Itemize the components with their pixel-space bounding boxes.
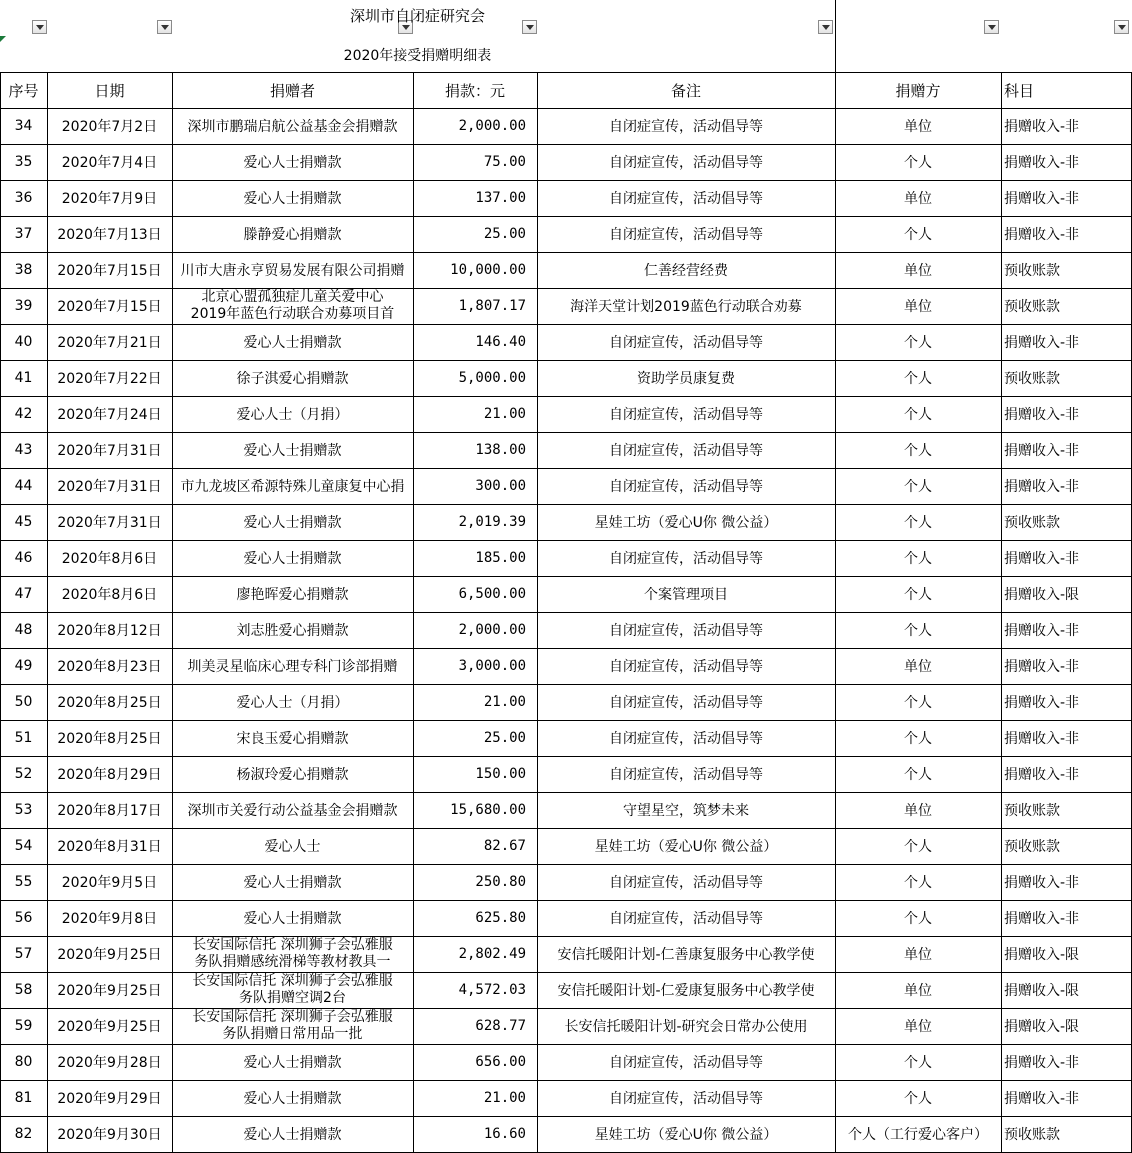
cell-donor: 深圳市关爱行动公益基金会捐赠款 xyxy=(187,803,398,819)
cell-date: 2020年7月4日 xyxy=(61,155,158,171)
cell-date: 2020年8月23日 xyxy=(57,659,162,675)
cell-donor xyxy=(172,1008,413,1044)
cell-date: 2020年7月21日 xyxy=(57,335,162,351)
cell-note: 资助学员康复费 xyxy=(637,371,735,387)
cell-no: 44 xyxy=(14,478,33,494)
cell-amount: 1,807.17 xyxy=(458,298,526,314)
cell-no: 59 xyxy=(14,1018,33,1034)
cell-party: 个人 xyxy=(904,875,932,891)
cell-donor: 爱心人士捐赠款 xyxy=(243,515,342,531)
cell-note: 安信托暖阳计划-仁善康复服务中心教学使 xyxy=(557,947,815,963)
cell-amount: 2,802.49 xyxy=(458,946,526,962)
column-header-donor: 捐赠者 xyxy=(269,81,315,100)
cell-no: 58 xyxy=(14,982,33,998)
cell-amount: 21.00 xyxy=(483,1090,526,1106)
cell-date: 2020年7月9日 xyxy=(61,191,158,207)
cell-donor: 爱心人士捐赠款 xyxy=(243,1127,342,1143)
cell-party: 个人（工行爱心客户） xyxy=(848,1127,988,1143)
cell-donor-line1: 长安国际信托 深圳狮子会弘雅服 xyxy=(192,1009,393,1025)
cell-donor: 爱心人士捐赠款 xyxy=(243,911,342,927)
sheet-subtitle: 2020年接受捐赠明细表 xyxy=(343,47,492,64)
cell-party: 单位 xyxy=(904,983,932,999)
cell-date: 2020年7月31日 xyxy=(57,479,162,495)
cell-party: 个人 xyxy=(904,587,932,603)
cell-donor: 深圳市鹏瑞启航公益基金会捐赠款 xyxy=(187,119,398,135)
cell-no: 82 xyxy=(14,1126,33,1142)
column-header-party: 捐赠方 xyxy=(895,81,941,100)
cell-note: 自闭症宣传，活动倡导等 xyxy=(609,191,763,207)
cell-note: 自闭症宣传，活动倡导等 xyxy=(609,1055,763,1071)
cell-subject: 捐赠收入-非 xyxy=(1004,911,1080,927)
cell-donor: 宋良玉爱心捐赠款 xyxy=(236,731,349,747)
cell-date: 2020年9月25日 xyxy=(57,1019,162,1035)
cell-donor: 滕静爱心捐赠款 xyxy=(243,227,342,243)
cell-party: 单位 xyxy=(904,803,932,819)
cell-party: 个人 xyxy=(904,695,932,711)
cell-date: 2020年7月22日 xyxy=(57,371,162,387)
cell-note: 星娃工坊（爱心U你 微公益） xyxy=(594,839,778,855)
filter-dropdown-icon[interactable] xyxy=(984,20,999,34)
cell-amount: 2,000.00 xyxy=(458,118,526,134)
cell-note: 自闭症宣传，活动倡导等 xyxy=(609,155,763,171)
cell-no: 81 xyxy=(14,1090,33,1106)
cell-party: 个人 xyxy=(904,623,932,639)
cell-date: 2020年9月5日 xyxy=(61,875,158,891)
cell-amount: 628.77 xyxy=(475,1018,526,1034)
cell-date: 2020年7月24日 xyxy=(57,407,162,423)
cell-party: 个人 xyxy=(904,911,932,927)
cell-subject: 捐赠收入-非 xyxy=(1004,767,1080,783)
cell-party: 个人 xyxy=(904,1055,932,1071)
cell-no: 56 xyxy=(14,910,33,926)
cell-no: 39 xyxy=(14,298,33,314)
cell-donor: 爱心人士捐赠款 xyxy=(243,875,342,891)
cell-donor-line2: 务队捐赠日常用品一批 xyxy=(222,1026,363,1042)
cell-date: 2020年9月25日 xyxy=(57,983,162,999)
cell-date: 2020年7月13日 xyxy=(57,227,162,243)
cell-amount: 82.67 xyxy=(483,838,526,854)
cell-amount: 4,572.03 xyxy=(458,982,526,998)
cell-no: 51 xyxy=(14,730,33,746)
cell-no: 47 xyxy=(14,586,33,602)
cell-date: 2020年8月25日 xyxy=(57,695,162,711)
cell-subject: 捐赠收入-非 xyxy=(1004,407,1080,423)
cell-date: 2020年9月29日 xyxy=(57,1091,162,1107)
cell-donor: 爱心人士（月捐） xyxy=(236,407,349,423)
cell-donor: 杨淑玲爱心捐赠款 xyxy=(236,767,349,783)
cell-note: 自闭症宣传，活动倡导等 xyxy=(609,407,763,423)
cell-donor-line2: 务队捐赠空调2台 xyxy=(239,990,346,1006)
cell-date: 2020年7月2日 xyxy=(61,119,158,135)
cell-subject: 捐赠收入-非 xyxy=(1004,551,1080,567)
cell-subject: 捐赠收入-非 xyxy=(1004,659,1080,675)
cell-note: 守望星空，筑梦未来 xyxy=(623,803,749,819)
cell-subject: 捐赠收入-非 xyxy=(1004,191,1080,207)
cell-no: 46 xyxy=(14,550,33,566)
cell-donor: 爱心人士捐赠款 xyxy=(243,1055,342,1071)
cell-subject: 捐赠收入-非 xyxy=(1004,479,1080,495)
cell-donor: 爱心人士捐赠款 xyxy=(243,191,342,207)
cell-subject: 捐赠收入-非 xyxy=(1004,443,1080,459)
cell-amount: 3,000.00 xyxy=(458,658,526,674)
cell-amount: 250.80 xyxy=(475,874,526,890)
cell-note: 自闭症宣传，活动倡导等 xyxy=(609,623,763,639)
cell-no: 41 xyxy=(14,370,33,386)
cell-no: 34 xyxy=(14,118,33,134)
cell-donor-line2: 务队捐赠感统滑梯等教材教具一 xyxy=(194,954,391,970)
cell-note: 自闭症宣传，活动倡导等 xyxy=(609,551,763,567)
cell-amount: 6,500.00 xyxy=(458,586,526,602)
cell-date: 2020年8月12日 xyxy=(57,623,162,639)
cell-no: 80 xyxy=(14,1054,33,1070)
cell-no: 37 xyxy=(14,226,33,242)
cell-date: 2020年7月15日 xyxy=(57,299,162,315)
cell-donor: 徐子淇爱心捐赠款 xyxy=(236,371,349,387)
cell-donor: 爱心人士捐赠款 xyxy=(243,1091,342,1107)
cell-party: 个人 xyxy=(904,731,932,747)
cell-donor: 爱心人士（月捐） xyxy=(236,695,349,711)
cell-note: 自闭症宣传，活动倡导等 xyxy=(609,695,763,711)
cell-date: 2020年9月8日 xyxy=(61,911,158,927)
cell-no: 54 xyxy=(14,838,33,854)
cell-subject: 预收账款 xyxy=(1004,371,1060,387)
column-header-note: 备注 xyxy=(670,81,701,100)
cell-party: 个人 xyxy=(904,227,932,243)
cell-date: 2020年8月6日 xyxy=(61,587,158,603)
cell-subject: 捐赠收入-非 xyxy=(1004,875,1080,891)
cell-donor: 圳美灵星临床心理专科门诊部捐赠 xyxy=(187,659,398,675)
cell-amount: 137.00 xyxy=(475,190,526,206)
cell-note: 自闭症宣传，活动倡导等 xyxy=(609,479,763,495)
cell-no: 55 xyxy=(14,874,33,890)
cell-subject: 预收账款 xyxy=(1004,803,1060,819)
cell-no: 52 xyxy=(14,766,33,782)
cell-subject: 捐赠收入-非 xyxy=(1004,155,1080,171)
cell-no: 36 xyxy=(14,190,33,206)
cell-subject: 捐赠收入-限 xyxy=(1004,947,1080,963)
cell-no: 53 xyxy=(14,802,33,818)
cell-party: 单位 xyxy=(904,119,932,135)
sheet-title: 深圳市自闭症研究会 xyxy=(349,7,485,25)
cell-note: 仁善经营经费 xyxy=(644,263,728,279)
cell-subject: 预收账款 xyxy=(1004,839,1060,855)
cell-donor-line1: 长安国际信托 深圳狮子会弘雅服 xyxy=(192,937,393,953)
cell-party: 个人 xyxy=(904,407,932,423)
cell-party: 个人 xyxy=(904,551,932,567)
cell-date: 2020年8月29日 xyxy=(57,767,162,783)
cell-no: 35 xyxy=(14,154,33,170)
cell-note: 长安信托暖阳计划-研究会日常办公使用 xyxy=(564,1019,808,1035)
cell-party: 个人 xyxy=(904,443,932,459)
cell-subject: 捐赠收入-非 xyxy=(1004,119,1080,135)
cell-party: 个人 xyxy=(904,479,932,495)
cell-note: 星娃工坊（爱心U你 微公益） xyxy=(594,515,778,531)
cell-subject: 预收账款 xyxy=(1004,299,1060,315)
cell-donor: 廖艳晖爱心捐赠款 xyxy=(236,587,349,603)
cell-subject: 捐赠收入-非 xyxy=(1004,623,1080,639)
cell-donor: 爱心人士 xyxy=(264,839,321,855)
cell-amount: 185.00 xyxy=(475,550,526,566)
cell-note: 自闭症宣传，活动倡导等 xyxy=(609,659,763,675)
cell-amount: 75.00 xyxy=(483,154,526,170)
cell-donor: 爱心人士捐赠款 xyxy=(243,443,342,459)
cell-donor-line2: 2019年蓝色行动联合劝募项目首 xyxy=(190,306,395,322)
cell-donor: 爱心人士捐赠款 xyxy=(243,155,342,171)
column-header-date: 日期 xyxy=(94,81,125,100)
cell-amount: 2,019.39 xyxy=(458,514,526,530)
cell-subject: 捐赠收入-非 xyxy=(1004,695,1080,711)
cell-subject: 预收账款 xyxy=(1004,263,1060,279)
cell-note: 个案管理项目 xyxy=(644,587,728,603)
cell-note: 自闭症宣传，活动倡导等 xyxy=(609,335,763,351)
cell-party: 单位 xyxy=(904,191,932,207)
cell-party: 个人 xyxy=(904,839,932,855)
cell-donor: 刘志胜爱心捐赠款 xyxy=(236,623,349,639)
cell-no: 49 xyxy=(14,658,33,674)
cell-amount: 25.00 xyxy=(483,226,526,242)
cell-party: 个人 xyxy=(904,335,932,351)
cell-subject: 捐赠收入-非 xyxy=(1004,227,1080,243)
cell-donor: 川市大唐永亨贸易发展有限公司捐赠 xyxy=(180,263,405,279)
cell-date: 2020年9月28日 xyxy=(57,1055,162,1071)
cell-date: 2020年7月15日 xyxy=(57,263,162,279)
cell-subject: 捐赠收入-非 xyxy=(1004,731,1080,747)
cell-date: 2020年9月25日 xyxy=(57,947,162,963)
cell-amount: 15,680.00 xyxy=(450,802,526,818)
cell-no: 50 xyxy=(14,694,33,710)
cell-note: 自闭症宣传，活动倡导等 xyxy=(609,767,763,783)
cell-party: 个人 xyxy=(904,515,932,531)
cell-donor: 爱心人士捐赠款 xyxy=(243,335,342,351)
cell-donor-line1: 北京心盟孤独症儿童关爱中心 xyxy=(201,289,384,305)
cell-note: 自闭症宣传，活动倡导等 xyxy=(609,119,763,135)
cell-party: 单位 xyxy=(904,1019,932,1035)
cell-no: 48 xyxy=(14,622,33,638)
cell-party: 单位 xyxy=(904,659,932,675)
cell-subject: 捐赠收入-非 xyxy=(1004,335,1080,351)
cell-party: 单位 xyxy=(904,299,932,315)
cell-amount: 138.00 xyxy=(475,442,526,458)
column-header-subject: 科目 xyxy=(1004,81,1035,100)
cell-no: 40 xyxy=(14,334,33,350)
cell-no: 57 xyxy=(14,946,33,962)
cell-date: 2020年8月31日 xyxy=(57,839,162,855)
cell-subject: 捐赠收入-非 xyxy=(1004,1055,1080,1071)
cell-amount: 16.60 xyxy=(483,1126,526,1142)
cell-no: 43 xyxy=(14,442,33,458)
cell-note: 海洋天堂计划2019蓝色行动联合劝募 xyxy=(570,299,802,315)
cell-note: 自闭症宣传，活动倡导等 xyxy=(609,911,763,927)
cell-donor xyxy=(172,936,413,972)
cell-subject: 捐赠收入-限 xyxy=(1004,983,1080,999)
cell-amount: 10,000.00 xyxy=(450,262,526,278)
cell-note: 自闭症宣传，活动倡导等 xyxy=(609,443,763,459)
cell-donor xyxy=(172,288,413,324)
cell-amount: 150.00 xyxy=(475,766,526,782)
cell-donor: 市九龙坡区希源特殊儿童康复中心捐 xyxy=(180,479,405,495)
cell-note: 星娃工坊（爱心U你 微公益） xyxy=(594,1127,778,1143)
cell-note: 自闭症宣传，活动倡导等 xyxy=(609,1091,763,1107)
cell-note: 自闭症宣传，活动倡导等 xyxy=(609,875,763,891)
cell-note: 自闭症宣传，活动倡导等 xyxy=(609,227,763,243)
cell-party: 个人 xyxy=(904,155,932,171)
cell-donor xyxy=(172,972,413,1008)
cell-note: 自闭症宣传，活动倡导等 xyxy=(609,731,763,747)
cell-party: 个人 xyxy=(904,1091,932,1107)
cell-amount: 5,000.00 xyxy=(458,370,526,386)
cell-party: 单位 xyxy=(904,947,932,963)
cell-subject: 捐赠收入-限 xyxy=(1004,1019,1080,1035)
cell-amount: 625.80 xyxy=(475,910,526,926)
cell-donor: 爱心人士捐赠款 xyxy=(243,551,342,567)
cell-subject: 预收账款 xyxy=(1004,515,1060,531)
cell-party: 个人 xyxy=(904,767,932,783)
cell-amount: 300.00 xyxy=(475,478,526,494)
cell-date: 2020年7月31日 xyxy=(57,515,162,531)
cell-donor-line1: 长安国际信托 深圳狮子会弘雅服 xyxy=(192,973,393,989)
cell-subject: 预收账款 xyxy=(1004,1127,1060,1143)
filter-dropdown-icon[interactable] xyxy=(1114,20,1129,34)
cell-date: 2020年8月6日 xyxy=(61,551,158,567)
cell-amount: 2,000.00 xyxy=(458,622,526,638)
cell-date: 2020年9月30日 xyxy=(57,1127,162,1143)
cell-no: 45 xyxy=(14,514,33,530)
cell-date: 2020年8月25日 xyxy=(57,731,162,747)
cell-subject: 捐赠收入-非 xyxy=(1004,1091,1080,1107)
cell-amount: 146.40 xyxy=(475,334,526,350)
column-header-no: 序号 xyxy=(8,81,39,100)
cell-amount: 21.00 xyxy=(483,406,526,422)
cell-amount: 656.00 xyxy=(475,1054,526,1070)
cell-party: 单位 xyxy=(904,263,932,279)
cell-subject: 捐赠收入-限 xyxy=(1004,587,1080,603)
cell-party: 个人 xyxy=(904,371,932,387)
cell-note: 安信托暖阳计划-仁爱康复服务中心教学使 xyxy=(557,983,815,999)
cell-no: 42 xyxy=(14,406,33,422)
cell-date: 2020年7月31日 xyxy=(57,443,162,459)
cell-amount: 25.00 xyxy=(483,730,526,746)
cell-no: 38 xyxy=(14,262,33,278)
column-header-amount: 捐款：元 xyxy=(444,81,505,100)
cell-amount: 21.00 xyxy=(483,694,526,710)
cell-date: 2020年8月17日 xyxy=(57,803,162,819)
